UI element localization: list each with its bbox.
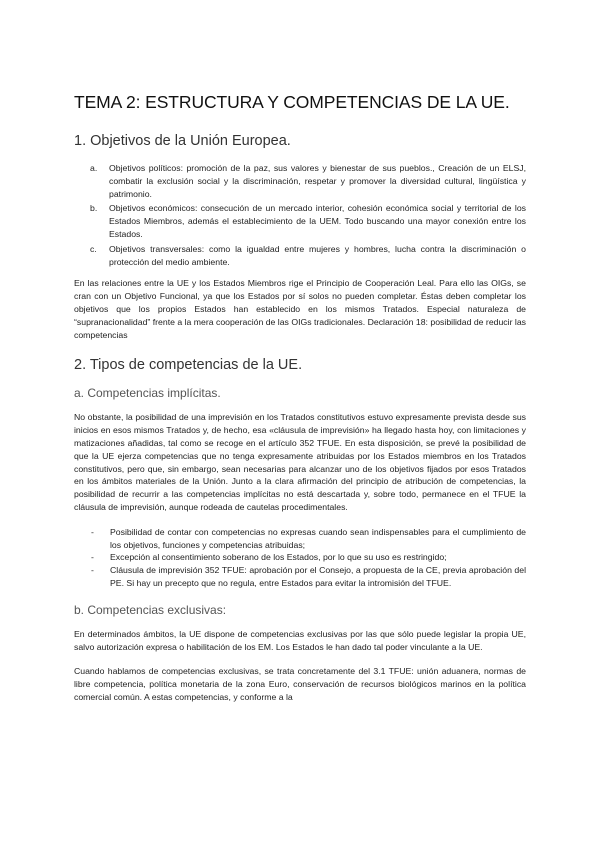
list-marker: - bbox=[91, 526, 94, 537]
list-item-text: Objetivos transversales: como la igualdad entre mujeres y hombres, lucha contra la discriminación o protección del medio ambiente. bbox=[109, 243, 526, 267]
list-item-text: Posibilidad de contar con competencias no expresas cuando sean indispensables para el cumplimiento de los objetivos, funciones y competencias atribuidas; bbox=[110, 526, 526, 550]
document-content bbox=[74, 92, 526, 716]
section-2-heading: 2. Tipos de competencias de la UE. bbox=[74, 357, 303, 374]
list-marker: - bbox=[91, 565, 94, 576]
list-item-text: Objetivos económicos: consecución de un mercado interior, cohesión económica social y territorial de los Estados Miembros, además el establecimiento de la UEM. Todo buscando una mayor conexión entre los Estados. bbox=[109, 203, 526, 239]
list-item bbox=[90, 162, 526, 200]
document-title: TEMA 2: ESTRUCTURA Y COMPETENCIAS DE LA UE. bbox=[74, 92, 510, 112]
list-item-text: Objetivos políticos: promoción de la paz, sus valores y bienestar de sus pueblos., Creación de un ELSJ, combatir la exclusión social y la discriminación, respetar y promover la diversidad cultural, lingüística y patrimonio. bbox=[109, 163, 526, 199]
implicit-competences-list bbox=[74, 526, 526, 590]
list-item bbox=[91, 526, 526, 552]
list-item bbox=[91, 551, 526, 564]
subsection-b-paragraph-1: En determinados ámbitos, la UE dispone de competencias exclusivas por las que sólo puede legislar la propia UE, salvo autorización expresa o habilitación de los EM. Los Estados le han dado tal poder vinculante a la UE. bbox=[74, 628, 526, 652]
section-1-paragraph: En las relaciones entre la UE y los Estados Miembros rige el Principio de Cooperación Leal. Para ello las OIGs, se cran con un Objetivo Funcional, ya que los Estados por sí solos no pueden completar. Éstas deben completar los objetivos que los propios Estados han establecido en los mismos Tratados. Especial naturaleza de “supranacionalidad” frente a la mera cooperación de las OIGs tradicionales. Declaración 18: posibilidad de reducir las competencias bbox=[74, 278, 526, 340]
list-item bbox=[90, 202, 526, 240]
list-marker: a. bbox=[90, 163, 98, 173]
subsection-a-paragraph: No obstante, la posibilidad de una imprevisión en los Tratados constitutivos estuvo expresamente prevista desde sus inicios en esos mismos Tratados y, de hecho, esa «cláusula de imprevisión» ha llegado hasta hoy, con limitaciones y matizaciones añadidas, tal como se recoge en el artículo 352 TFUE. En esta disposición, se prevé la posibilidad de que la UE ejerza competencias que no tenga expresamente atribuidas por los Estados miembros en los Tratados constitutivos, pero que, sin embargo, sean necesarias para alcanzar uno de los objetivos fijados por esos Tratados en los ámbitos materiales de la Unión. Junto a la clara afirmación del principio de atribución de competencias, la posibilidad de recurrir a las competencias implícitas no está descartada y, sobre todo, permanece en el TFUE la cláusula de imprevisión, aunque rodeada de cautelas procedimentales. bbox=[74, 412, 526, 512]
list-item bbox=[91, 564, 526, 590]
list-item-text: Excepción al consentimiento soberano de los Estados, por lo que su uso es restringido; bbox=[110, 552, 447, 563]
objectives-list bbox=[74, 162, 526, 268]
list-marker: c. bbox=[90, 243, 97, 254]
list-item bbox=[90, 243, 526, 269]
subsection-a-heading: a. Competencias implícitas. bbox=[74, 386, 221, 401]
subsection-b-paragraph-2: Cuando hablamos de competencias exclusivas, se trata concretamente del 3.1 TFUE: unión aduanera, normas de libre competencia, política monetaria de la zona Euro, conservación de recursos biológicos marinos en la política comercial común. A estas competencias, y conforme a la bbox=[74, 666, 526, 702]
list-marker: b. bbox=[90, 203, 98, 214]
subsection-b-heading: b. Competencias exclusivas: bbox=[74, 602, 227, 617]
list-item-text: Cláusula de imprevisión 352 TFUE: aprobación por el Consejo, a propuesta de la CE, previa aprobación del PE. Si hay un precepto que no regula, entre Estados para evitar la intromisión del TFUE. bbox=[110, 565, 526, 588]
list-marker: - bbox=[91, 552, 94, 563]
section-1-heading: 1. Objetivos de la Unión Europea. bbox=[74, 133, 291, 149]
